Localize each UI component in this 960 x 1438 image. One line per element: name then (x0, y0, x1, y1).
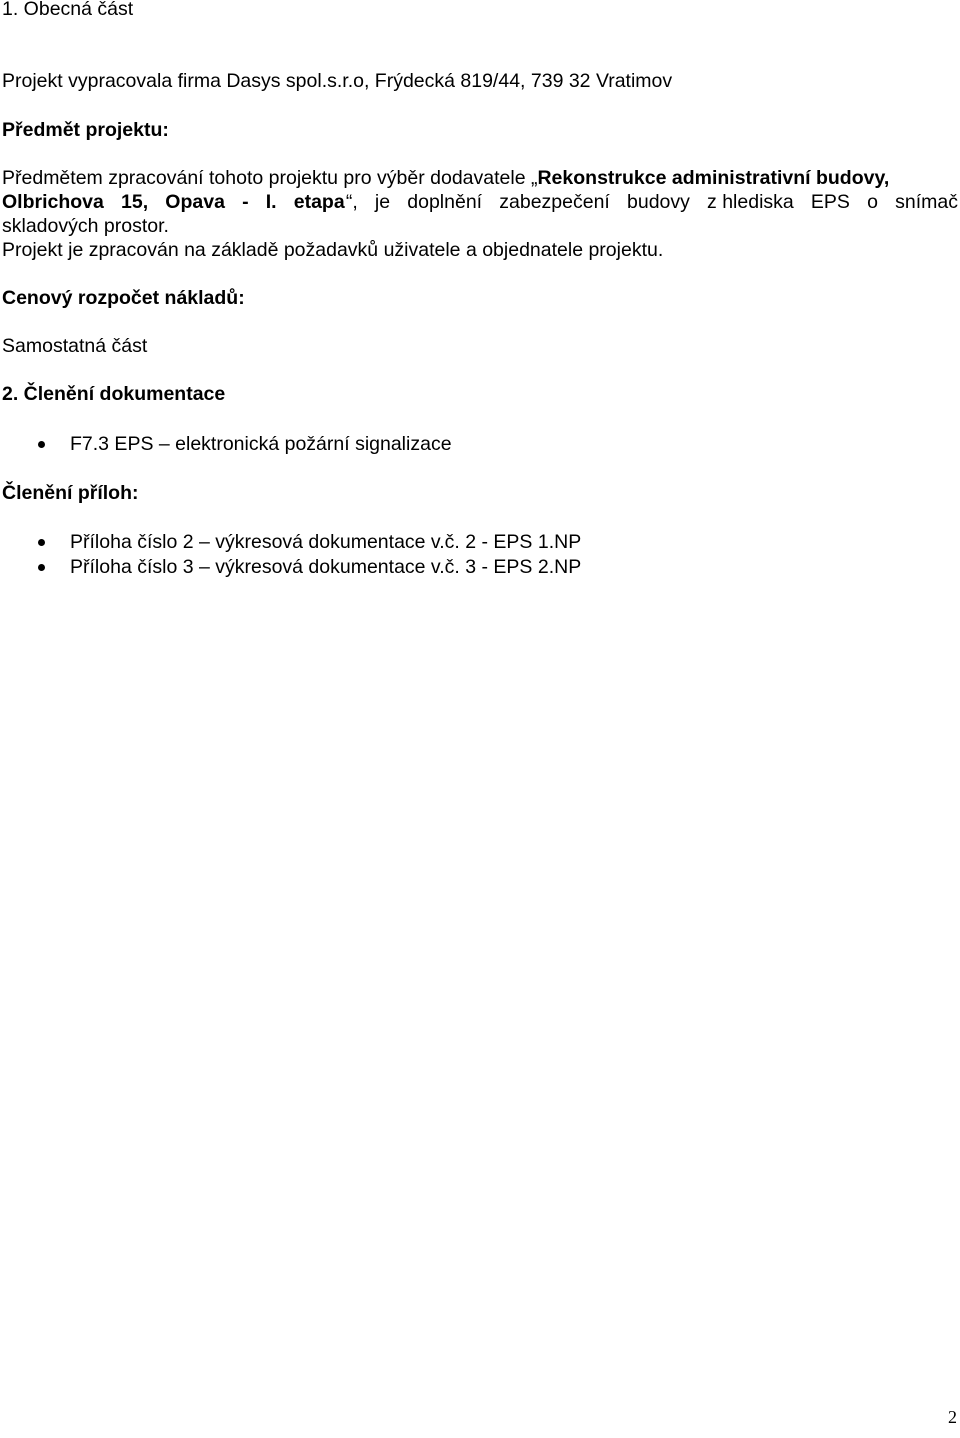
word: - (242, 191, 249, 213)
word: Opava (165, 191, 225, 213)
attachments-heading: Členění příloh: (2, 482, 139, 504)
list-item-text: F7.3 EPS – elektronická požární signalizace (70, 433, 452, 455)
word: EPS (810, 191, 850, 213)
subject-paragraph-line-4: Projekt je zpracován na základě požadavků uživatele a objednatele projektu. (2, 239, 664, 261)
page-number: 2 (948, 1407, 957, 1427)
company-line: Projekt vypracovala firma Dasys spol.s.r.o, Frýdecká 819/44, 739 32 Vratimov (2, 70, 673, 92)
subject-intro-text: Předmětem zpracování tohoto projektu pro výběr dodavatele „ (2, 167, 538, 189)
word: budovy (627, 191, 690, 213)
word: doplnění (407, 191, 483, 213)
subject-paragraph-line-2 (2, 190, 958, 214)
subject-heading: Předmět projektu: (2, 119, 169, 141)
subject-paragraph-line-3: skladových prostor. (2, 215, 169, 237)
word: je (374, 191, 391, 213)
word: snímač (895, 191, 958, 213)
list-item-text: Příloha číslo 3 – výkresová dokumentace v.č. 3 - EPS 2.NP (70, 556, 582, 578)
project-name-bold: Rekonstrukce administrativní budovy, (537, 167, 890, 189)
bullet-icon (38, 564, 45, 571)
budget-value: Samostatná část (2, 335, 148, 357)
word: zabezpečení (499, 191, 610, 213)
section-2-heading: 2. Členění dokumentace (2, 383, 226, 405)
word: “, (345, 191, 358, 213)
subject-paragraph-line-1 (2, 166, 889, 190)
word: Olbrichova (2, 191, 104, 213)
bullet-icon (38, 441, 45, 448)
word: z hlediska (707, 191, 794, 213)
budget-heading: Cenový rozpočet nákladů: (2, 287, 245, 309)
word: 15, (121, 191, 149, 213)
list-item-text: Příloha číslo 2 – výkresová dokumentace v.č. 2 - EPS 1.NP (70, 531, 582, 553)
word: etapa (293, 191, 345, 213)
section-1-heading: 1. Obecná část (2, 0, 134, 20)
word: I. (265, 191, 277, 213)
bullet-icon (38, 539, 45, 546)
word: o (867, 191, 878, 213)
